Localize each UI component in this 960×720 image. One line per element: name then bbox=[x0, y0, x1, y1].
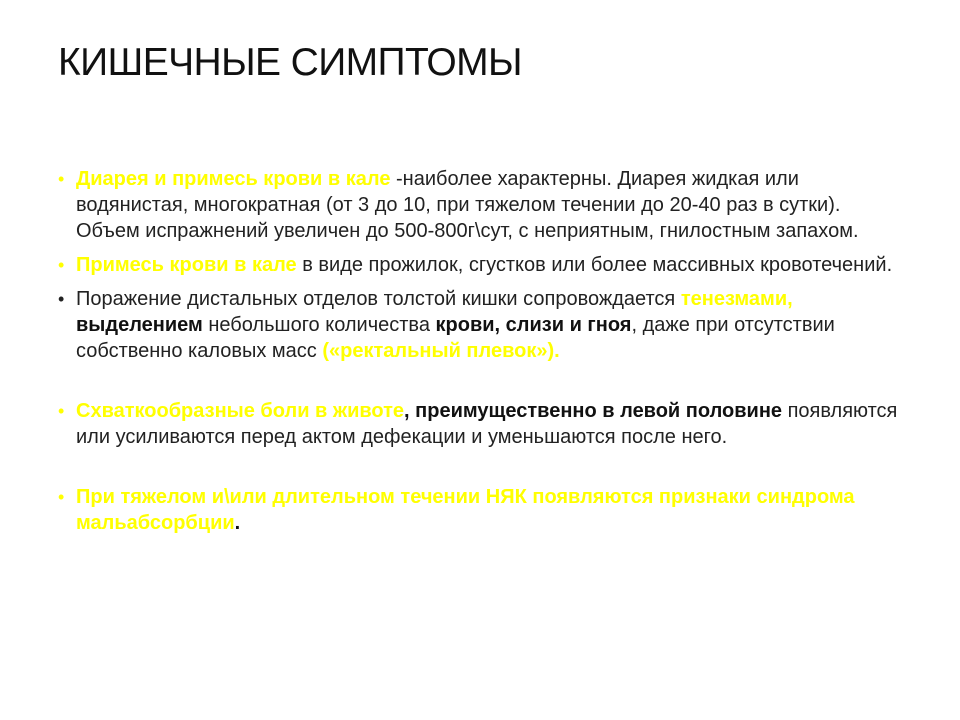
body-text: Поражение дистальных отделов толстой кишки сопровождается bbox=[76, 288, 681, 310]
list-item-malabsorption bbox=[58, 484, 908, 536]
slide-title: КИШЕЧНЫЕ СИМПТОМЫ bbox=[58, 41, 522, 84]
highlight-text: («ректальный плевок»). bbox=[322, 340, 560, 362]
bold-text: крови, слизи и гноя bbox=[435, 314, 632, 336]
body-text: , даже при отсутствии собственно каловых масс bbox=[76, 314, 835, 362]
list-item-diarrhea bbox=[58, 166, 908, 244]
bullet-icon: • bbox=[58, 487, 65, 507]
body-text: в виде прожилок, сгустков или более массивных кровотечений. bbox=[296, 254, 893, 276]
bullet-icon: • bbox=[58, 401, 65, 421]
highlight-text: Диарея и примесь крови в кале bbox=[76, 168, 391, 190]
bullet-icon: • bbox=[58, 169, 65, 189]
body-text: появляются или усиливаются перед актом дефекации и уменьшаются после него. bbox=[76, 400, 898, 448]
bullet-icon: • bbox=[58, 289, 65, 309]
highlight-text: Примесь крови в кале bbox=[76, 254, 297, 276]
highlight-text: При тяжелом и\или длительном течении НЯК появляются признаки синдрома мальабсорбции bbox=[76, 486, 855, 534]
highlight-text: тенезмами, bbox=[680, 288, 793, 310]
list-item-blood bbox=[58, 252, 908, 278]
body-text: небольшого количества bbox=[202, 314, 436, 336]
bullet-icon: • bbox=[58, 255, 65, 275]
symptom-list bbox=[58, 166, 908, 544]
list-item-pain bbox=[58, 398, 908, 450]
body-text: -наиболее характерны. Диарея жидкая или водянистая, многократная (от 3 до 10, при тяжелом течении до 20-40 раз в сутки). Объем испражнений увеличен до 500-800г\сут, с неприятным, гнилостным запахом. bbox=[76, 168, 859, 242]
bold-text: . bbox=[234, 512, 241, 534]
list-item-distal bbox=[58, 286, 908, 364]
highlight-text: Схваткообразные боли в животе bbox=[76, 400, 405, 422]
bold-text: , преимущественно в левой половине bbox=[404, 400, 783, 422]
bold-text: выделением bbox=[76, 314, 203, 336]
